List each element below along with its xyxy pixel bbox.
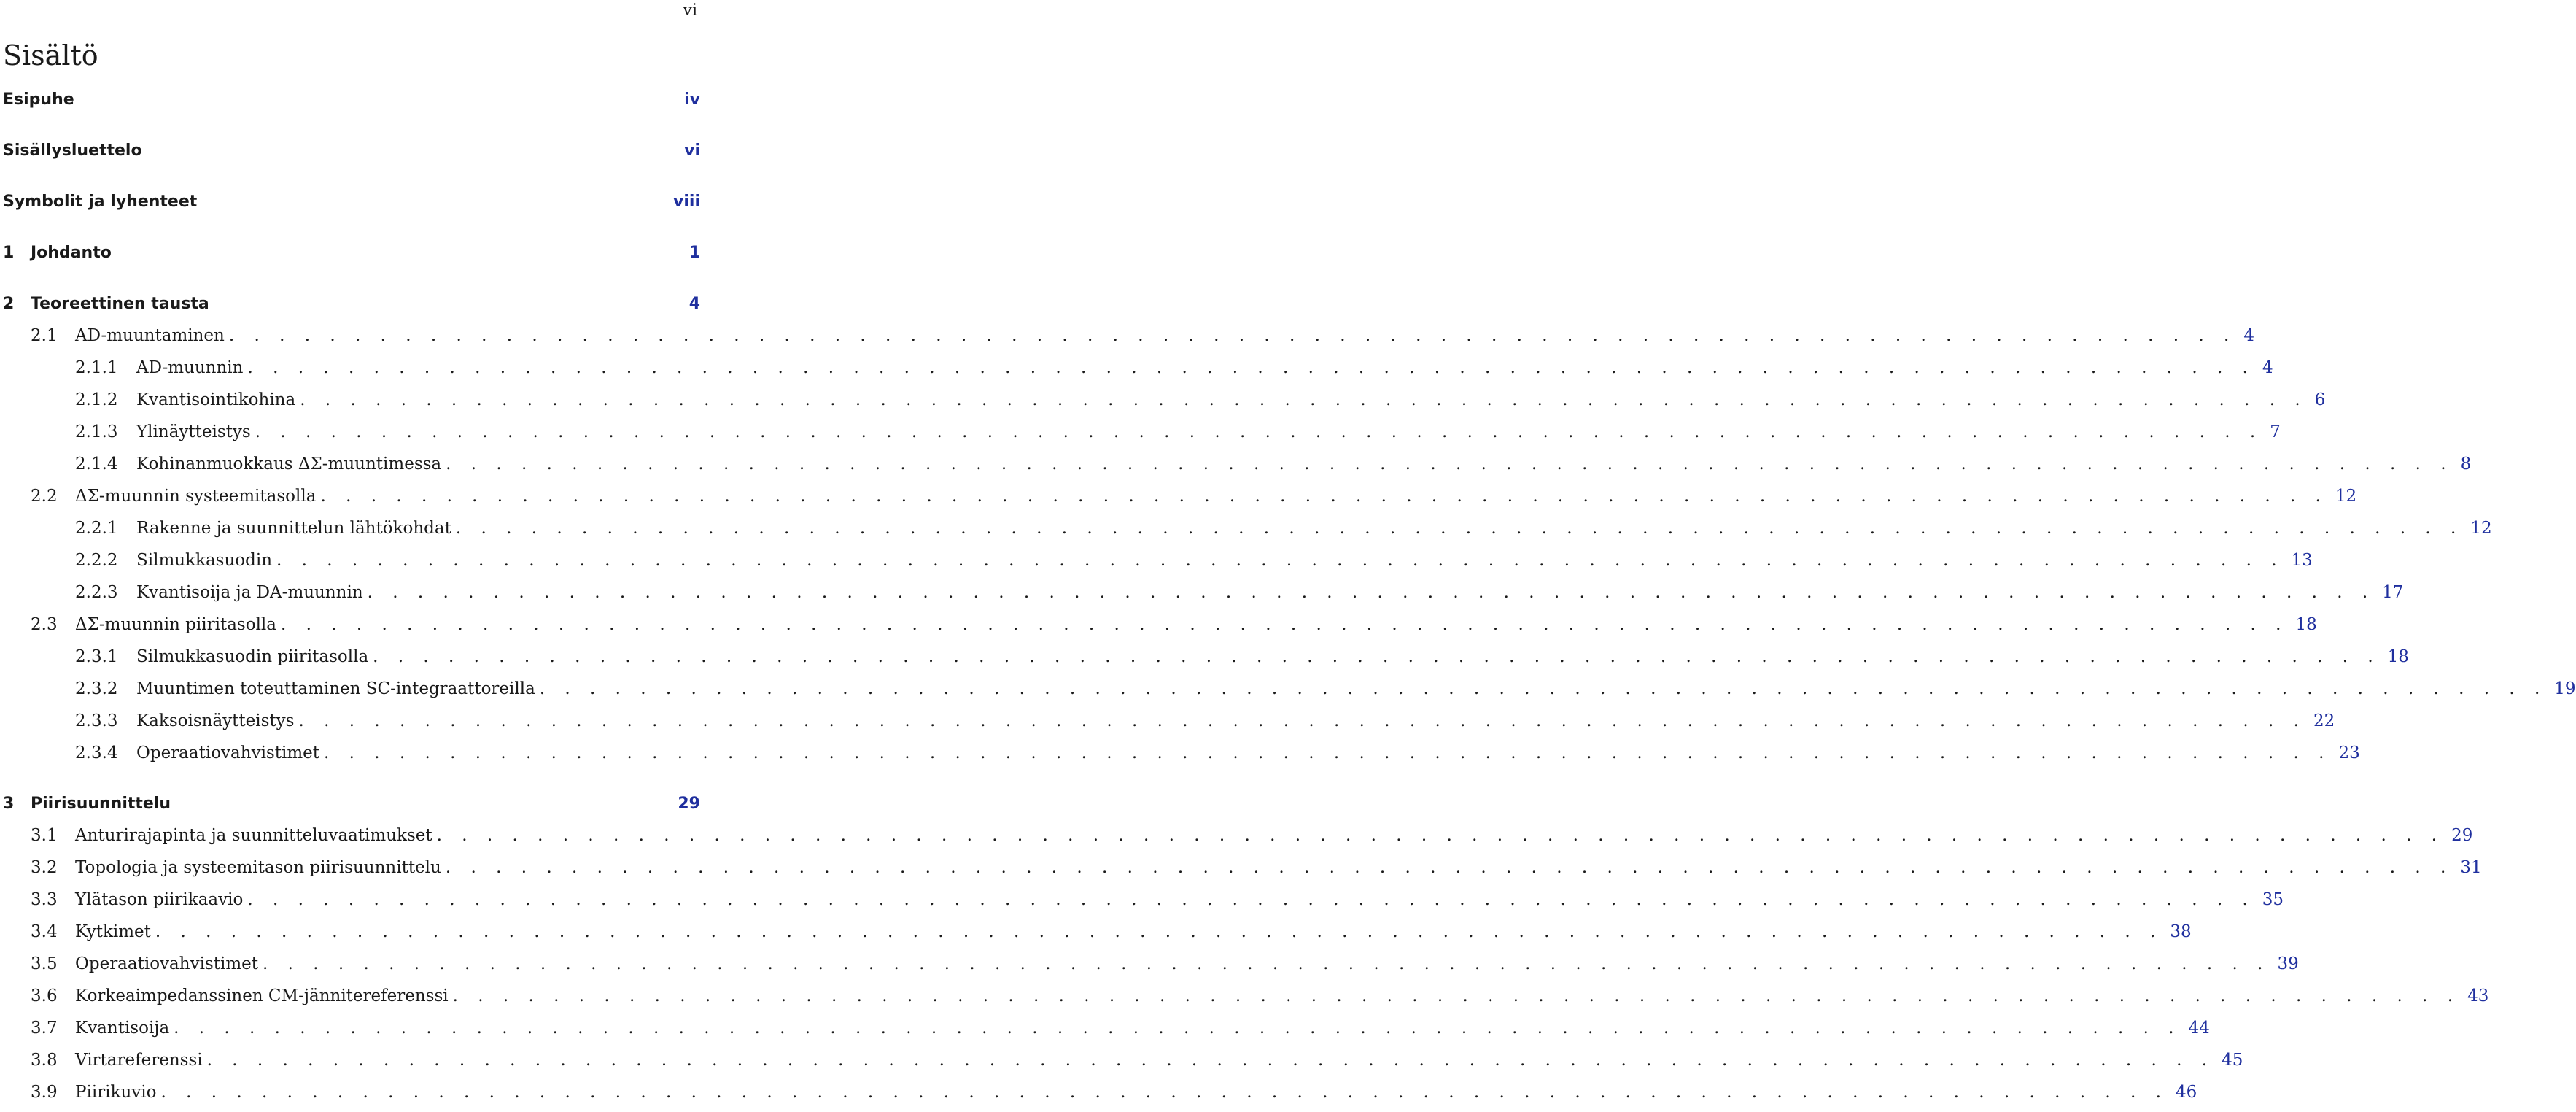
- toc-entry[interactable]: [0, 984, 2489, 1008]
- toc-entry[interactable]: [0, 741, 2360, 765]
- toc-entry-number: 2.2.2: [75, 551, 118, 570]
- dot-leader: . . . . . . . . . . . . . . . . . . . . . . . . . . . . . . . . . . . . . . . . . . . . . . . . . . . . . . . . . . . . . . . . . . . . . . . . . . . . . . . .: [300, 390, 2308, 409]
- toc-entry-number: 3.3: [31, 890, 58, 909]
- dot-leader: . . . . . . . . . . . . . . . . . . . . . . . . . . . . . . . . . . . . . . . . . . . . . . . . . . . . . . . . . . . . . . . . . . . . . . . . . . . . . . . .: [298, 711, 2306, 730]
- toc-entry-number: 2.3.3: [75, 711, 118, 730]
- toc-entry-page-link[interactable]: 39: [2277, 954, 2299, 973]
- toc-entry[interactable]: [0, 612, 2317, 637]
- toc-entry-number: 2.1.4: [75, 455, 118, 474]
- toc-entry[interactable]: [0, 823, 2473, 848]
- toc-entry-title: Kvantisointikohina: [136, 390, 296, 409]
- toc-entry-number: 3.2: [31, 858, 58, 877]
- dot-leader: . . . . . . . . . . . . . . . . . . . . . . . . . . . . . . . . . . . . . . . . . . . . . . . . . . . . . . . . . . . . . . . . . . . . . . . . . . . . . . . .: [174, 1019, 2181, 1038]
- toc-entry-number: 2.1.3: [75, 422, 118, 441]
- toc-entry-number: 2.3.4: [75, 744, 118, 762]
- toc-entry-page-link[interactable]: 38: [2170, 922, 2192, 941]
- dot-leader: . . . . . . . . . . . . . . . . . . . . . . . . . . . . . . . . . . . . . . . . . . . . . . . . . . . . . . . . . . . . . . . . . . . . . . . . . . . . . . . .: [281, 615, 2289, 634]
- toc-entry-page-link[interactable]: 29: [678, 794, 700, 813]
- toc-entry[interactable]: [0, 516, 2492, 541]
- toc-entry-title: Kvantisoija: [75, 1019, 170, 1038]
- dot-leader: . . . . . . . . . . . . . . . . . . . . . . . . . . . . . . . . . . . . . . . . . . . . . . . . . . . . . . . . . . . . . . . . . . . . . . . . . . . . . . . .: [263, 954, 2270, 973]
- toc-entry-number: 3.4: [31, 922, 58, 941]
- toc-entry[interactable]: [0, 323, 2254, 348]
- page-number: vi: [683, 1, 697, 20]
- dot-leader: . . . . . . . . . . . . . . . . . . . . . . . . . . . . . . . . . . . . . . . . . . . . . . . . . . . . . . . . . . . . . . . . . . . . . . . . . . . . . . . .: [228, 326, 2237, 345]
- toc-entry[interactable]: [0, 951, 2299, 976]
- toc-entry-title: Esipuhe: [3, 90, 74, 109]
- toc-entry-title: Topologia ja systeemitason piirisuunnittelu: [75, 858, 441, 877]
- toc-entry[interactable]: [0, 1016, 2210, 1040]
- toc-entry[interactable]: [0, 291, 700, 316]
- toc-entry-number: 1: [3, 243, 15, 262]
- toc-entry-page-link[interactable]: 18: [2387, 647, 2409, 666]
- toc-entry-title: Kohinanmuokkaus ΔΣ-muuntimessa: [136, 455, 442, 474]
- toc-entry-number: 2.3.2: [75, 679, 118, 698]
- toc-entry-number: 2: [3, 294, 15, 313]
- toc-entry-number: 2.3: [31, 615, 58, 634]
- toc-entry-title: AD-muunnin: [136, 358, 244, 377]
- toc-entry-number: 2.2: [31, 487, 58, 506]
- toc-entry-page-link[interactable]: 18: [2295, 615, 2317, 634]
- toc-entry[interactable]: [0, 387, 2326, 412]
- toc-entry-page-link[interactable]: 22: [2313, 711, 2335, 730]
- toc-entry[interactable]: [0, 676, 2576, 701]
- toc-entry-number: 3: [3, 794, 15, 813]
- toc-entry-page-link[interactable]: iv: [684, 90, 700, 109]
- toc-entry-page-link[interactable]: 35: [2262, 890, 2284, 909]
- toc-entry-title: Ylinäytteistys: [136, 422, 251, 441]
- toc-entry-title: Ylätason piirikaavio: [75, 890, 244, 909]
- toc-entry-page-link[interactable]: 23: [2338, 744, 2360, 762]
- dot-leader: . . . . . . . . . . . . . . . . . . . . . . . . . . . . . . . . . . . . . . . . . . . . . . . . . . . . . . . . . . . . . . . . . . . . . . . . . . . . . . . .: [155, 922, 2163, 941]
- toc-entry-title: Operaatiovahvistimet: [75, 954, 258, 973]
- dot-leader: . . . . . . . . . . . . . . . . . . . . . . . . . . . . . . . . . . . . . . . . . . . . . . . . . . . . . . . . . . . . . . . . . . . . . . . . . . . . . . . .: [373, 647, 2381, 666]
- toc-entry-page-link[interactable]: 12: [2470, 519, 2492, 538]
- toc-entry-page-link[interactable]: vi: [684, 141, 700, 160]
- toc-entry-page-link[interactable]: 44: [2188, 1019, 2210, 1038]
- toc-entry-number: 3.7: [31, 1019, 58, 1038]
- dot-leader: . . . . . . . . . . . . . . . . . . . . . . . . . . . . . . . . . . . . . . . . . . . . . . . . . . . . . . . . . . . . . . . . . . . . . . . . . . . . . . . .: [206, 1051, 2215, 1070]
- dot-leader: . . . . . . . . . . . . . . . . . . . . . . . . . . . . . . . . . . . . . . . . . . . . . . . . . . . . . . . . . . . . . . . . . . . . . . . . . . . . . . . .: [445, 858, 2453, 877]
- dot-leader: . . . . . . . . . . . . . . . . . . . . . . . . . . . . . . . . . . . . . . . . . . . . . . . . . . . . . . . . . . . . . . . . . . . . . . . . . . . . . . . .: [452, 986, 2461, 1005]
- toc-entry[interactable]: [0, 887, 2284, 912]
- toc-entry-title: Silmukkasuodin: [136, 551, 273, 570]
- dot-leader: . . . . . . . . . . . . . . . . . . . . . . . . . . . . . . . . . . . . . . . . . . . . . . . . . . . . . . . . . . . . . . . . . . . . . . . . . . . . . . . .: [539, 679, 2548, 698]
- toc-entry-page-link[interactable]: 12: [2335, 487, 2357, 506]
- toc-entry-number: 3.5: [31, 954, 58, 973]
- toc-entry[interactable]: [0, 240, 700, 265]
- toc-entry-page-link[interactable]: 31: [2460, 858, 2482, 877]
- toc-entry[interactable]: [0, 355, 2273, 380]
- dot-leader: . . . . . . . . . . . . . . . . . . . . . . . . . . . . . . . . . . . . . . . . . . . . . . . . . . . . . . . . . . . . . . . . . . . . . . . . . . . . . . . .: [276, 551, 2284, 570]
- toc-entry-number: 2.1.1: [75, 358, 118, 377]
- toc-entry-page-link[interactable]: 13: [2291, 551, 2313, 570]
- toc-entry[interactable]: [0, 791, 700, 816]
- toc-entry-title: Anturirajapinta ja suunnitteluvaatimukset: [75, 826, 432, 845]
- toc-entry-title: Kvantisoija ja DA-muunnin: [136, 583, 363, 602]
- toc-entry-title: Virtareferenssi: [75, 1051, 203, 1070]
- toc-entry-page-link[interactable]: 4: [688, 294, 700, 313]
- toc-entry-title: Johdanto: [31, 243, 112, 262]
- toc-entry-number: 2.2.3: [75, 583, 118, 602]
- toc-entry-page-link[interactable]: 45: [2222, 1051, 2243, 1070]
- toc-entry-title: Kytkimet: [75, 922, 151, 941]
- toc-entry-title: AD-muuntaminen: [75, 326, 225, 345]
- toc-entry-page-link[interactable]: 7: [2270, 422, 2281, 441]
- toc-entry-title: Symbolit ja lyhenteet: [3, 192, 198, 211]
- toc-entry-page-link[interactable]: viii: [673, 192, 700, 211]
- toc-entry-title: Muuntimen toteuttaminen SC-integraattoreilla: [136, 679, 535, 698]
- toc-entry-number: 3.1: [31, 826, 58, 845]
- toc-entry-page-link[interactable]: 4: [2262, 358, 2273, 377]
- toc-entry[interactable]: [0, 580, 2404, 605]
- toc-entry-title: Kaksoisnäytteistys: [136, 711, 295, 730]
- dot-leader: . . . . . . . . . . . . . . . . . . . . . . . . . . . . . . . . . . . . . . . . . . . . . . . . . . . . . . . . . . . . . . . . . . . . . . . . . . . . . . . .: [446, 455, 2453, 474]
- toc-entry-page-link[interactable]: 19: [2554, 679, 2576, 698]
- toc-entry-title: Piirikuvio: [75, 1083, 157, 1102]
- toc-entry-page-link[interactable]: 17: [2382, 583, 2404, 602]
- dot-leader: . . . . . . . . . . . . . . . . . . . . . . . . . . . . . . . . . . . . . . . . . . . . . . . . . . . . . . . . . . . . . . . . . . . . . . . . . . . . . . . .: [247, 890, 2255, 909]
- toc-entry-number: 2.1: [31, 326, 58, 345]
- dot-leader: . . . . . . . . . . . . . . . . . . . . . . . . . . . . . . . . . . . . . . . . . . . . . . . . . . . . . . . . . . . . . . . . . . . . . . . . . . . . . . . .: [436, 826, 2445, 845]
- toc-entry-page-link[interactable]: 29: [2451, 826, 2473, 845]
- dot-leader: . . . . . . . . . . . . . . . . . . . . . . . . . . . . . . . . . . . . . . . . . . . . . . . . . . . . . . . . . . . . . . . . . . . . . . . . . . . . . . . .: [324, 744, 2332, 762]
- dot-leader: . . . . . . . . . . . . . . . . . . . . . . . . . . . . . . . . . . . . . . . . . . . . . . . . . . . . . . . . . . . . . . . . . . . . . . . . . . . . . . . .: [367, 583, 2375, 602]
- toc-entry-page-link[interactable]: 6: [2314, 390, 2326, 409]
- dot-leader: . . . . . . . . . . . . . . . . . . . . . . . . . . . . . . . . . . . . . . . . . . . . . . . . . . . . . . . . . . . . . . . . . . . . . . . . . . . . . . . .: [247, 358, 2255, 377]
- toc-entry-page-link[interactable]: 4: [2243, 326, 2254, 345]
- toc-entry-title: Rakenne ja suunnittelun lähtökohdat: [136, 519, 451, 538]
- toc-entry[interactable]: [0, 919, 2192, 944]
- toc-entry-number: 2.2.1: [75, 519, 118, 538]
- toc-entry[interactable]: [0, 1048, 2243, 1073]
- toc-entry-title: Operaatiovahvistimet: [136, 744, 319, 762]
- toc-entry-page-link[interactable]: 1: [688, 243, 700, 262]
- toc-entry[interactable]: [0, 138, 700, 163]
- toc-entry[interactable]: [0, 189, 700, 214]
- toc-entry[interactable]: [0, 548, 2313, 573]
- toc-entry-number: 2.1.2: [75, 390, 118, 409]
- toc-entry[interactable]: [0, 87, 700, 112]
- toc-entry-number: 3.6: [31, 986, 58, 1005]
- toc-entry[interactable]: [0, 420, 2281, 444]
- toc-entry[interactable]: [0, 708, 2335, 733]
- toc-entry[interactable]: [0, 855, 2482, 880]
- toc-entry[interactable]: [0, 1080, 2197, 1105]
- dot-leader: . . . . . . . . . . . . . . . . . . . . . . . . . . . . . . . . . . . . . . . . . . . . . . . . . . . . . . . . . . . . . . . . . . . . . . . . . . . . . . . .: [255, 422, 2263, 441]
- toc-entry-title: ΔΣ-muunnin piiritasolla: [75, 615, 276, 634]
- toc-entry-title: ΔΣ-muunnin systeemitasolla: [75, 487, 317, 506]
- dot-leader: . . . . . . . . . . . . . . . . . . . . . . . . . . . . . . . . . . . . . . . . . . . . . . . . . . . . . . . . . . . . . . . . . . . . . . . . . . . . . . . .: [320, 487, 2328, 506]
- toc-entry-page-link[interactable]: 8: [2460, 455, 2472, 474]
- toc-entry[interactable]: [0, 484, 2357, 509]
- toc-entry-number: 2.3.1: [75, 647, 118, 666]
- toc-entry-number: 3.9: [31, 1083, 58, 1102]
- dot-leader: . . . . . . . . . . . . . . . . . . . . . . . . . . . . . . . . . . . . . . . . . . . . . . . . . . . . . . . . . . . . . . . . . . . . . . . . . . . . . . . .: [160, 1083, 2168, 1102]
- toc-entry-page-link[interactable]: 43: [2467, 986, 2489, 1005]
- toc-entry-title: Silmukkasuodin piiritasolla: [136, 647, 369, 666]
- toc-entry-number: 3.8: [31, 1051, 58, 1070]
- toc-entry-title: Piirisuunnittelu: [31, 794, 171, 813]
- toc-entry[interactable]: [0, 452, 2472, 476]
- toc-entry-title: Korkeaimpedanssinen CM-jännitereferenssi: [75, 986, 449, 1005]
- toc-entry[interactable]: [0, 644, 2409, 669]
- dot-leader: . . . . . . . . . . . . . . . . . . . . . . . . . . . . . . . . . . . . . . . . . . . . . . . . . . . . . . . . . . . . . . . . . . . . . . . . . . . . . . . .: [455, 519, 2464, 538]
- toc-entry-title: Teoreettinen tausta: [31, 294, 209, 313]
- toc-entry-title: Sisällysluettelo: [3, 141, 142, 160]
- toc-entry-page-link[interactable]: 46: [2175, 1083, 2197, 1102]
- toc-title: Sisältö: [3, 39, 98, 72]
